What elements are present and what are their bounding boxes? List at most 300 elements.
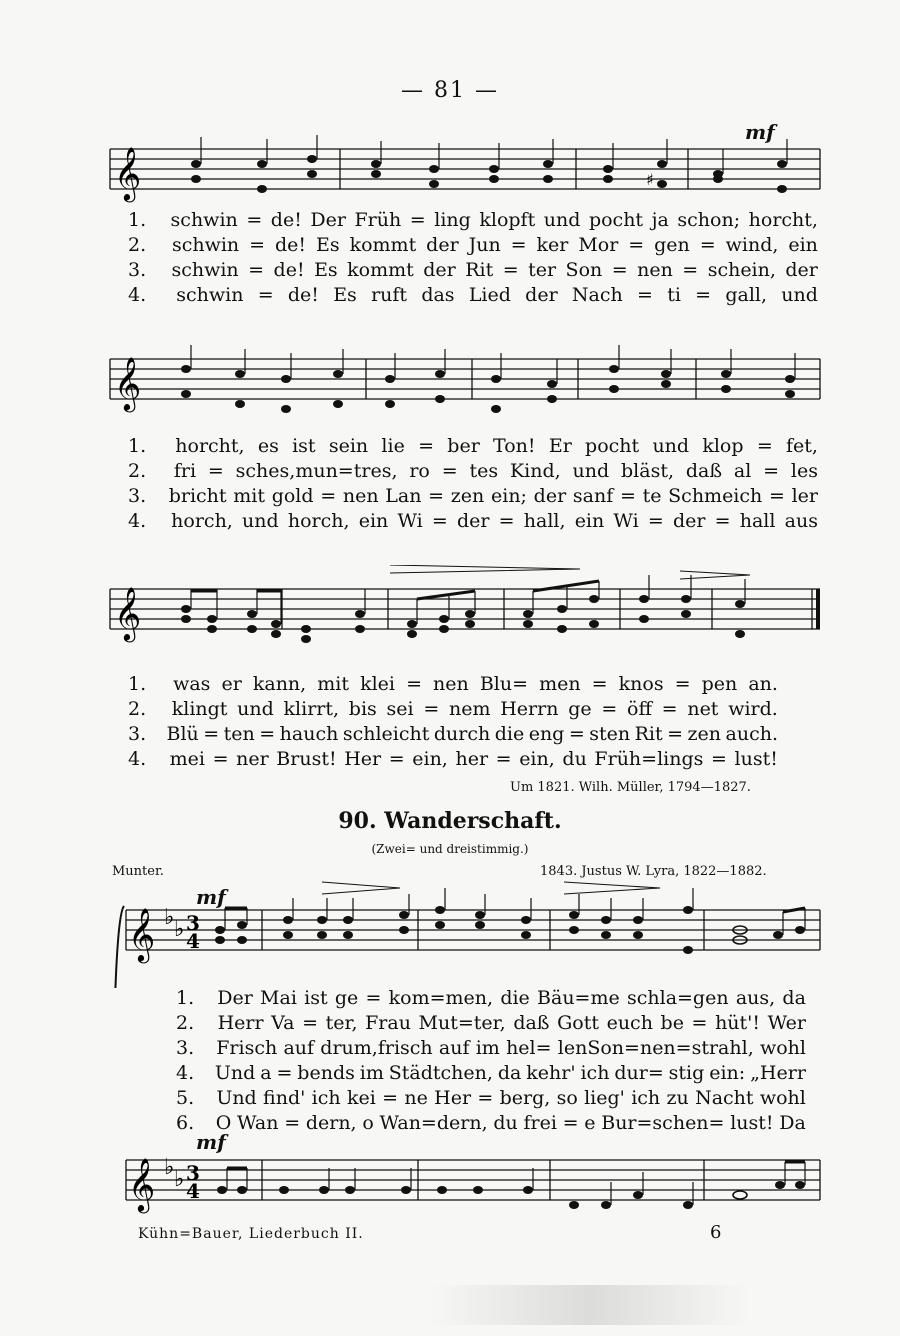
lyric-syllable: hel=: [506, 1037, 552, 1059]
lyric-syllable: ist: [292, 435, 316, 457]
lyric-syllable: =: [423, 698, 440, 720]
lyric-syllable: men: [539, 673, 581, 695]
verse-number: 4.: [128, 284, 147, 306]
lyric-syllable: sches,mun=tres,: [235, 460, 398, 482]
lyric-syllable: =: [418, 435, 435, 457]
verse-number: 5.: [176, 1087, 195, 1109]
lyric-syllable: da: [782, 987, 806, 1009]
lyric-syllable: lieg': [584, 1087, 625, 1109]
lyric-syllable: horch,: [171, 510, 233, 532]
svg-text:♭: ♭: [164, 905, 175, 930]
lyric-syllable: knos: [618, 673, 664, 695]
verse-number: 1.: [128, 435, 147, 457]
lyric-syllable: =: [441, 460, 458, 482]
lyric-syllable: net: [687, 698, 719, 720]
lyric-syllable: an.: [748, 673, 778, 695]
verse-number: 4.: [176, 1062, 195, 1084]
lyric-line: [128, 258, 818, 283]
staff-system-3: [100, 565, 825, 655]
lyric-line: [176, 1086, 806, 1111]
lyric-syllable: schein,: [707, 259, 776, 281]
lyric-syllable: gen: [654, 234, 690, 256]
lyric-syllable: Rit: [634, 723, 663, 745]
lyric-syllable: =: [302, 1012, 318, 1034]
verse-number: 4.: [128, 748, 147, 770]
lyric-syllable: Mut=ter,: [418, 1012, 506, 1034]
lyric-syllable: =: [249, 234, 266, 256]
lyric-syllable: horcht,: [175, 435, 245, 457]
lyric-syllable: =: [259, 723, 276, 745]
lyric-syllable: kommt: [347, 259, 414, 281]
lyric-syllable: Her: [434, 1087, 472, 1109]
lyric-syllable: der: [785, 259, 818, 281]
verse-number: 1.: [128, 209, 147, 231]
svg-text:𝄞: 𝄞: [114, 146, 142, 200]
lyric-syllable: =: [695, 284, 712, 306]
lyric-syllable: und: [237, 698, 274, 720]
lyric-syllable: berg,: [499, 1087, 551, 1109]
lyric-syllable: klingt: [171, 698, 228, 720]
lyric-syllable: zen: [687, 723, 722, 745]
lyric-syllable: ein,: [412, 748, 448, 770]
verse-number: 1.: [128, 673, 147, 695]
lyric-syllable: Es: [314, 259, 338, 281]
verse-number: 2.: [128, 698, 147, 720]
footer-book-title: Kühn=Bauer, Liederbuch II.: [138, 1226, 364, 1242]
lyric-syllable: Der: [310, 209, 346, 231]
lyric-syllable: =: [498, 510, 515, 532]
lyric-syllable: =: [768, 485, 785, 507]
lyric-syllable: Mor: [578, 234, 619, 256]
lyric-syllable: der: [525, 284, 558, 306]
lyric-line: [128, 747, 778, 772]
lyric-syllable: =: [711, 748, 727, 770]
lyric-syllable: da: [497, 1062, 522, 1084]
lyric-syllable: mei: [169, 748, 205, 770]
lyric-syllable: zen: [450, 485, 485, 507]
lyric-syllable: =: [611, 259, 628, 281]
song-subtitle: (Zwei= und dreistimmig.): [371, 842, 529, 856]
lyric-syllable: ge: [334, 987, 359, 1009]
dynamic-mf-upper: mf: [196, 885, 226, 909]
verse-number: 6.: [176, 1112, 195, 1134]
lyric-syllable: durch: [433, 723, 491, 745]
lyric-syllable: Und: [216, 1087, 257, 1109]
lyric-syllable: Nacht: [695, 1087, 754, 1109]
page-number: — 81 —: [401, 78, 499, 103]
staff-song90-upper: [100, 878, 825, 988]
lyric-syllable: Nach: [571, 284, 623, 306]
lyric-syllable: auf: [438, 1037, 470, 1059]
lyric-syllable: ich: [631, 1087, 661, 1109]
lyric-syllable: lenSon=nen=strahl,: [557, 1037, 754, 1059]
lyric-syllable: auch.: [725, 723, 778, 745]
lyric-syllable: =: [257, 284, 274, 306]
lyric-syllable: e: [584, 1112, 596, 1134]
lyric-syllable: ter: [528, 259, 557, 281]
lyric-syllable: =: [284, 1112, 301, 1134]
lyric-syllable: fet,: [786, 435, 818, 457]
lyric-syllable: ber: [447, 435, 480, 457]
lyric-syllable: Früh: [354, 209, 402, 231]
lyric-syllable: gall,: [725, 284, 768, 306]
lyric-syllable: der: [426, 234, 459, 256]
staff-system-2: [100, 345, 825, 425]
lyric-syllable: horcht,: [748, 209, 818, 231]
lyric-line: [128, 434, 818, 459]
lyric-syllable: die: [500, 987, 530, 1009]
lyric-syllable: ja: [651, 209, 669, 231]
staff-song90-lower: [100, 1148, 825, 1228]
lyric-syllable: hall: [739, 510, 776, 532]
svg-text:𝄞: 𝄞: [114, 586, 142, 640]
verse-number: 3.: [128, 723, 147, 745]
lyric-syllable: schon;: [677, 209, 741, 231]
lyric-syllable: ich: [580, 1062, 610, 1084]
lyric-syllable: hauch: [279, 723, 339, 745]
lyric-syllable: ein: [788, 234, 818, 256]
lyric-syllable: so: [556, 1087, 578, 1109]
lyric-syllable: =: [203, 723, 220, 745]
lyric-syllable: horch,: [287, 510, 350, 532]
lyric-syllable: =: [510, 234, 527, 256]
lyric-syllable: te: [642, 485, 662, 507]
lyric-syllable: al: [733, 460, 752, 482]
lyric-syllable: schwin: [171, 234, 240, 256]
lyric-syllable: tes: [469, 460, 499, 482]
svg-text:♭: ♭: [174, 917, 185, 942]
lyric-syllable: nen: [342, 485, 379, 507]
lyric-syllable: schleicht: [342, 723, 430, 745]
lyric-syllable: Der: [217, 987, 253, 1009]
lyric-syllable: was: [173, 673, 211, 695]
lyric-syllable: ein: [358, 510, 389, 532]
lyric-syllable: Wi: [613, 510, 639, 532]
lyric-syllable: Gott: [557, 1012, 599, 1034]
song89-credit: Um 1821. Wilh. Müller, 1794—1827.: [510, 780, 751, 795]
lyric-syllable: Wer: [767, 1012, 806, 1034]
lyric-syllable: wird.: [728, 698, 778, 720]
lyric-syllable: und: [781, 284, 818, 306]
lyric-syllable: =: [682, 259, 699, 281]
lyric-syllable: ne: [404, 1087, 428, 1109]
lyric-syllable: dern,: [305, 1112, 357, 1134]
lyric-line: [128, 697, 778, 722]
lyric-syllable: klop: [702, 435, 744, 457]
lyric-syllable: auf: [283, 1037, 315, 1059]
lyric-syllable: schla=gen: [626, 987, 729, 1009]
staff-system-1: [100, 135, 825, 205]
lyric-syllable: schwin: [176, 284, 244, 306]
lyric-syllable: Bäu=me: [537, 987, 620, 1009]
lyric-syllable: wind,: [725, 234, 779, 256]
lyric-syllable: =: [207, 460, 224, 482]
lyric-syllable: kann,: [252, 673, 307, 695]
lyric-line: [176, 986, 806, 1011]
lyric-syllable: der: [672, 510, 706, 532]
lyric-syllable: kei: [346, 1087, 376, 1109]
verse-number: 3.: [128, 259, 147, 281]
lyric-syllable: Kind,: [509, 460, 561, 482]
lyric-syllable: Es: [316, 234, 340, 256]
lyric-syllable: bends: [297, 1062, 355, 1084]
lyric-syllable: les: [790, 460, 818, 482]
lyric-syllable: ist: [304, 987, 328, 1009]
lyric-syllable: ge: [568, 698, 592, 720]
lyric-syllable: O: [215, 1112, 232, 1134]
lyric-syllable: Wan: [237, 1112, 279, 1134]
lyric-syllable: =: [661, 698, 678, 720]
svg-text:♯: ♯: [646, 170, 654, 189]
lyric-syllable: =: [248, 259, 265, 281]
lyric-syllable: her: [455, 748, 489, 770]
lyric-line: [128, 233, 818, 258]
lyric-syllable: Städtchen,: [388, 1062, 493, 1084]
lyric-syllable: =: [212, 748, 229, 770]
lyric-syllable: Son: [565, 259, 603, 281]
lyrics-song90: [176, 986, 806, 1136]
lyric-syllable: Rit: [465, 259, 494, 281]
footer-sheet-number: 6: [710, 1222, 722, 1243]
lyric-syllable: lust!: [734, 748, 778, 770]
lyric-syllable: gold: [271, 485, 314, 507]
lyric-syllable: de!: [273, 259, 305, 281]
song90-credit: 1843. Justus W. Lyra, 1822—1882.: [540, 864, 767, 879]
lyric-syllable: wohl: [759, 1087, 806, 1109]
verse-number: 3.: [128, 485, 147, 507]
lyric-syllable: eng: [528, 723, 565, 745]
lyric-syllable: =: [431, 510, 448, 532]
lyric-syllable: du: [562, 748, 587, 770]
svg-text:𝄞: 𝄞: [128, 907, 156, 961]
lyric-syllable: ro: [409, 460, 430, 482]
lyric-syllable: hall,: [523, 510, 566, 532]
lyric-syllable: Es: [333, 284, 357, 306]
lyric-syllable: sein: [328, 435, 369, 457]
svg-text:4: 4: [186, 929, 200, 953]
lyric-syllable: nen: [637, 259, 673, 281]
lyric-syllable: Wi: [397, 510, 423, 532]
lyric-syllable: =: [477, 1087, 494, 1109]
lyric-syllable: ich: [311, 1087, 341, 1109]
lyric-syllable: aus,: [735, 987, 776, 1009]
lyric-syllable: ti: [667, 284, 681, 306]
lyric-syllable: schwin: [171, 259, 239, 281]
svg-text:♭: ♭: [164, 1155, 175, 1180]
lyric-line: [176, 1061, 806, 1086]
lyric-syllable: Und: [214, 1062, 256, 1084]
lyric-syllable: und: [242, 510, 279, 532]
lyric-line: [128, 459, 818, 484]
lyric-syllable: der: [423, 259, 456, 281]
lyric-syllable: „Herr: [750, 1062, 806, 1084]
verse-number: 3.: [176, 1037, 195, 1059]
lyric-syllable: ter,: [325, 1012, 358, 1034]
lyric-syllable: =: [562, 1112, 579, 1134]
lyric-syllable: ling: [434, 209, 471, 231]
verse-number: 4.: [128, 510, 147, 532]
svg-text:4: 4: [186, 1179, 200, 1203]
lyric-syllable: und: [652, 435, 690, 457]
lyric-syllable: im: [359, 1062, 384, 1084]
lyric-syllable: die: [494, 723, 525, 745]
lyric-syllable: =: [619, 485, 636, 507]
lyric-syllable: Her: [344, 748, 382, 770]
lyric-syllable: lust!: [730, 1112, 774, 1134]
lyric-syllable: =: [320, 485, 337, 507]
lyrics-system-1: [128, 208, 818, 308]
lyric-syllable: drum,frisch: [320, 1037, 433, 1059]
lyric-syllable: öff: [627, 698, 652, 720]
lyric-syllable: ein:: [709, 1062, 746, 1084]
lyric-syllable: kommt: [349, 234, 417, 256]
lyric-syllable: o: [362, 1112, 374, 1134]
lyric-syllable: =: [409, 209, 426, 231]
lyric-syllable: kom=men,: [388, 987, 494, 1009]
lyric-syllable: bricht: [168, 485, 227, 507]
lyric-syllable: =: [601, 698, 618, 720]
lyric-syllable: daß: [685, 460, 723, 482]
lyric-syllable: der: [533, 485, 567, 507]
lyric-syllable: sei: [386, 698, 414, 720]
lyrics-system-2: [128, 434, 818, 534]
lyric-syllable: frei: [523, 1112, 557, 1134]
lyric-syllable: mit: [317, 673, 350, 695]
lyric-syllable: Lan: [385, 485, 422, 507]
lyric-syllable: de!: [287, 284, 319, 306]
lyric-syllable: dur=: [614, 1062, 664, 1084]
lyric-syllable: =: [382, 1087, 399, 1109]
lyric-syllable: Va: [271, 1012, 295, 1034]
lyric-syllable: Blü: [166, 723, 199, 745]
lyric-syllable: =: [674, 673, 691, 695]
lyric-syllable: Blu=: [479, 673, 529, 695]
lyric-line: [128, 509, 818, 534]
lyric-syllable: =: [699, 234, 716, 256]
lyric-syllable: hüt'!: [715, 1012, 761, 1034]
lyric-syllable: =: [276, 1062, 293, 1084]
lyric-syllable: =: [365, 987, 382, 1009]
dynamic-mf-system-1: mf: [745, 120, 775, 144]
lyric-syllable: ruft: [371, 284, 408, 306]
lyric-syllable: ein;: [491, 485, 527, 507]
lyric-syllable: schwin: [170, 209, 238, 231]
lyric-syllable: der: [456, 510, 490, 532]
lyric-syllable: daß: [513, 1012, 550, 1034]
lyric-syllable: =: [591, 673, 608, 695]
lyric-syllable: de!: [270, 209, 302, 231]
lyric-syllable: euch: [606, 1012, 653, 1034]
lyric-syllable: nem: [449, 698, 491, 720]
lyric-syllable: mit: [233, 485, 265, 507]
lyric-syllable: nen: [433, 673, 469, 695]
lyric-syllable: Da: [779, 1112, 806, 1134]
lyric-syllable: stig: [668, 1062, 705, 1084]
lyric-syllable: =: [628, 234, 645, 256]
lyric-syllable: =: [667, 723, 684, 745]
lyric-syllable: =: [495, 748, 512, 770]
lyric-syllable: =: [756, 435, 773, 457]
lyric-syllable: Mai: [260, 987, 297, 1009]
lyric-syllable: Ton!: [493, 435, 536, 457]
lyric-line: [176, 1011, 806, 1036]
lyric-syllable: lie: [381, 435, 405, 457]
lyric-syllable: =: [647, 510, 664, 532]
lyric-syllable: =: [763, 460, 780, 482]
lyric-syllable: =: [637, 284, 653, 306]
svg-text:3: 3: [186, 911, 200, 935]
lyric-syllable: das: [421, 284, 455, 306]
lyric-syllable: klei: [360, 673, 395, 695]
lyric-syllable: =: [388, 748, 405, 770]
svg-text:3: 3: [186, 1161, 200, 1185]
lyric-line: [128, 722, 778, 747]
lyric-syllable: er: [221, 673, 242, 695]
lyric-syllable: Frau: [365, 1012, 411, 1034]
lyric-syllable: ner: [236, 748, 269, 770]
dynamic-mf-lower: mf: [196, 1130, 226, 1154]
lyric-syllable: im: [475, 1037, 500, 1059]
lyric-syllable: ten: [223, 723, 255, 745]
lyric-syllable: sten: [589, 723, 631, 745]
lyric-syllable: de!: [275, 234, 307, 256]
lyric-syllable: a: [260, 1062, 272, 1084]
lyric-syllable: klopft: [479, 209, 536, 231]
lyric-syllable: =: [246, 209, 263, 231]
lyric-syllable: Herrn: [500, 698, 559, 720]
lyric-syllable: Jun: [468, 234, 501, 256]
lyric-syllable: =: [502, 259, 519, 281]
lyric-syllable: pocht: [588, 209, 644, 231]
lyric-syllable: Brust!: [276, 748, 337, 770]
lyric-syllable: =: [568, 723, 585, 745]
lyric-syllable: kehr': [526, 1062, 576, 1084]
lyric-syllable: ker: [536, 234, 569, 256]
lyric-syllable: und: [543, 209, 581, 231]
svg-text:♭: ♭: [174, 1167, 185, 1192]
lyric-syllable: =: [714, 510, 731, 532]
lyric-line: [128, 283, 818, 308]
lyrics-system-3: [128, 672, 778, 772]
lyric-syllable: Schmeich: [668, 485, 763, 507]
lyric-syllable: Frisch: [216, 1037, 278, 1059]
verse-number: 2.: [128, 234, 147, 256]
lyric-syllable: find': [263, 1087, 306, 1109]
lyric-syllable: =: [406, 673, 422, 695]
lyric-syllable: Früh=lings: [594, 748, 704, 770]
svg-text:𝄞: 𝄞: [128, 1157, 156, 1211]
lyric-syllable: pocht: [585, 435, 640, 457]
lyric-syllable: ein,: [519, 748, 555, 770]
lyric-syllable: sanf: [572, 485, 614, 507]
lyric-line: [176, 1036, 806, 1061]
lyric-syllable: Herr: [217, 1012, 264, 1034]
verse-number: 1.: [176, 987, 195, 1009]
lyric-syllable: Bur=schen=: [601, 1112, 725, 1134]
lyric-line: [176, 1111, 806, 1136]
lyric-syllable: zu: [666, 1087, 689, 1109]
lyric-syllable: und: [572, 460, 610, 482]
lyric-line: [128, 208, 818, 233]
lyric-syllable: Er: [548, 435, 572, 457]
lyric-syllable: Lied: [468, 284, 511, 306]
lyric-syllable: du: [493, 1112, 518, 1134]
lyric-syllable: ein: [574, 510, 605, 532]
lyric-syllable: wohl: [759, 1037, 806, 1059]
lyric-syllable: ler: [791, 485, 818, 507]
tempo-marking: Munter.: [112, 864, 164, 879]
lyric-syllable: Wan=dern,: [379, 1112, 488, 1134]
